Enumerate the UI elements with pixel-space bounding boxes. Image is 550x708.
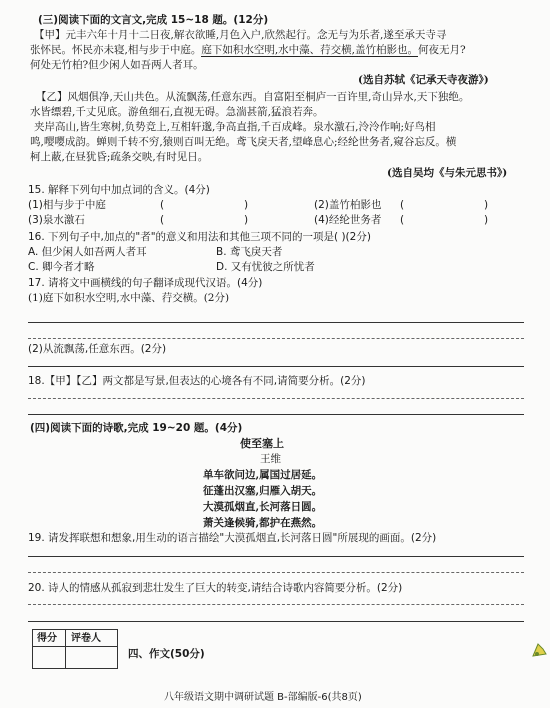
jia-line-3: 何处无竹柏?但少闲人如吾两人者耳。 — [30, 59, 204, 71]
q16-stem: 16. 下列句子中,加点的"者"的意义和用法和其他三项不同的一项是( )(2分) — [28, 231, 371, 243]
section3-heading: (三)阅读下面的文言文,完成 15~18 题。(12分) — [38, 14, 269, 26]
yi-line-5: 柯上蔽,在昼犹昏;疏条交映,有时见日。 — [30, 151, 209, 163]
q18-stem: 18.【甲】【乙】两文都是写景,但表达的心境各有不同,请简要分析。(2分) — [28, 375, 366, 387]
essay-section-heading: 四、作文(50分) — [128, 648, 205, 660]
q17-stem: 17. 请将文中画横线的句子翻译成现代汉语。(4分) — [28, 277, 263, 289]
answer-line[interactable] — [28, 621, 524, 622]
q15-blank-1-close: ) — [244, 199, 249, 211]
q15-blank-4-open[interactable]: ( — [400, 214, 405, 226]
answer-line-dashed[interactable] — [28, 398, 524, 399]
poem-line-2: 征蓬出汉塞,归雁入胡天。 — [203, 485, 323, 497]
grader-label: 评卷人 — [71, 633, 101, 644]
poem-line-4: 萧关逢候骑,都护在燕然。 — [203, 517, 323, 529]
q15-item-1: (1)相与步于中庭 — [28, 199, 106, 211]
answer-line[interactable] — [28, 414, 524, 415]
yi-line-1: 【乙】风烟俱净,天山共色。从流飘荡,任意东西。自富阳至桐庐一百许里,奇山异水,天下独绝。 — [36, 91, 470, 103]
q15-item-3: (3)泉水激石 — [28, 214, 85, 226]
q15-item-2: (2)盖竹柏影也 — [314, 199, 382, 211]
q16-option-a[interactable]: A. 但少闲人如吾两人者耳 — [28, 246, 147, 258]
jia-text-2a: 张怀民。怀民亦未寝,相与步于中庭。 — [30, 44, 202, 56]
yi-line-3: 夹岸高山,皆生寒树,负势竞上,互相轩邈,争高直指,千百成峰。泉水激石,泠泠作响;好鸟相 — [34, 121, 436, 133]
score-box — [32, 629, 118, 669]
poem-title: 使至塞上 — [240, 437, 284, 450]
q15-blank-4-close: ) — [484, 214, 489, 226]
q16-option-c[interactable]: C. 卿今者才略 — [28, 261, 95, 273]
score-box-divider — [65, 630, 66, 668]
jia-source: (选自苏轼《记承天寺夜游》) — [358, 74, 489, 86]
q16-option-d[interactable]: D. 又有忧彼之所忧者 — [216, 261, 315, 273]
answer-line-dashed[interactable] — [28, 338, 524, 339]
jia-underlined-sentence: 庭下如积水空明,水中藻、荇交横,盖竹柏影也。 — [201, 44, 419, 56]
section4-heading: (四)阅读下面的诗歌,完成 19~20 题。(4分) — [30, 422, 243, 434]
q15-blank-3-close: ) — [244, 214, 249, 226]
yi-line-2: 水皆缥碧,千丈见底。游鱼细石,直视无碍。急湍甚箭,猛浪若奔。 — [30, 106, 324, 118]
q17-sentence-2: (2)从流飘荡,任意东西。(2分) — [28, 343, 167, 355]
scanner-mark-icon — [530, 640, 548, 660]
jia-text-2b: 何夜无月? — [418, 44, 466, 56]
q17-sentence-1: (1)庭下如积水空明,水中藻、荇交横。(2分) — [28, 292, 230, 304]
yi-source: (选自吴均《与朱元思书》) — [387, 167, 508, 179]
poem-line-3: 大漠孤烟直,长河落日圆。 — [203, 501, 323, 513]
score-label: 得分 — [37, 633, 57, 644]
poem-line-1: 单车欲问边,属国过居延。 — [203, 469, 323, 481]
q15-blank-1-open[interactable]: ( — [160, 199, 165, 211]
yi-line-4: 鸣,嘤嘤成韵。蝉则千转不穷,猿则百叫无绝。鸢飞戾天者,望峰息心;经纶世务者,窥谷忘反。横 — [30, 136, 457, 148]
jia-marker: 【甲】 — [34, 29, 66, 41]
answer-line-dashed[interactable] — [28, 572, 524, 573]
jia-line-1 — [34, 29, 446, 42]
q19-stem: 19. 请发挥联想和想象,用生动的语言描绘"大漠孤烟直,长河落日圆"所展现的画面。(2分) — [28, 532, 437, 544]
answer-line[interactable] — [28, 322, 524, 323]
q20-stem: 20. 诗人的情感从孤寂到悲壮发生了巨大的转变,请结合诗歌内容简要分析。(2分) — [28, 582, 403, 594]
q15-blank-3-open[interactable]: ( — [160, 214, 165, 226]
q15-blank-2-open[interactable]: ( — [400, 199, 405, 211]
q15-item-4: (4)经纶世务者 — [314, 214, 382, 226]
poem-author: 王维 — [260, 453, 281, 465]
q16-option-b[interactable]: B. 鸢飞戾天者 — [216, 246, 283, 258]
answer-line[interactable] — [28, 366, 524, 367]
q15-blank-2-close: ) — [484, 199, 489, 211]
page-footer: 八年级语文期中调研试题 B-部编版-6(共8页) — [164, 692, 362, 703]
answer-line[interactable] — [28, 556, 524, 557]
answer-line-dashed[interactable] — [28, 604, 524, 605]
jia-text-1: 元丰六年十月十二日夜,解衣欲睡,月色入户,欣然起行。念无与为乐者,遂至承天寺寻 — [65, 29, 447, 41]
jia-line-2 — [30, 44, 466, 57]
q15-stem: 15. 解释下列句中加点词的含义。(4分) — [28, 184, 210, 196]
